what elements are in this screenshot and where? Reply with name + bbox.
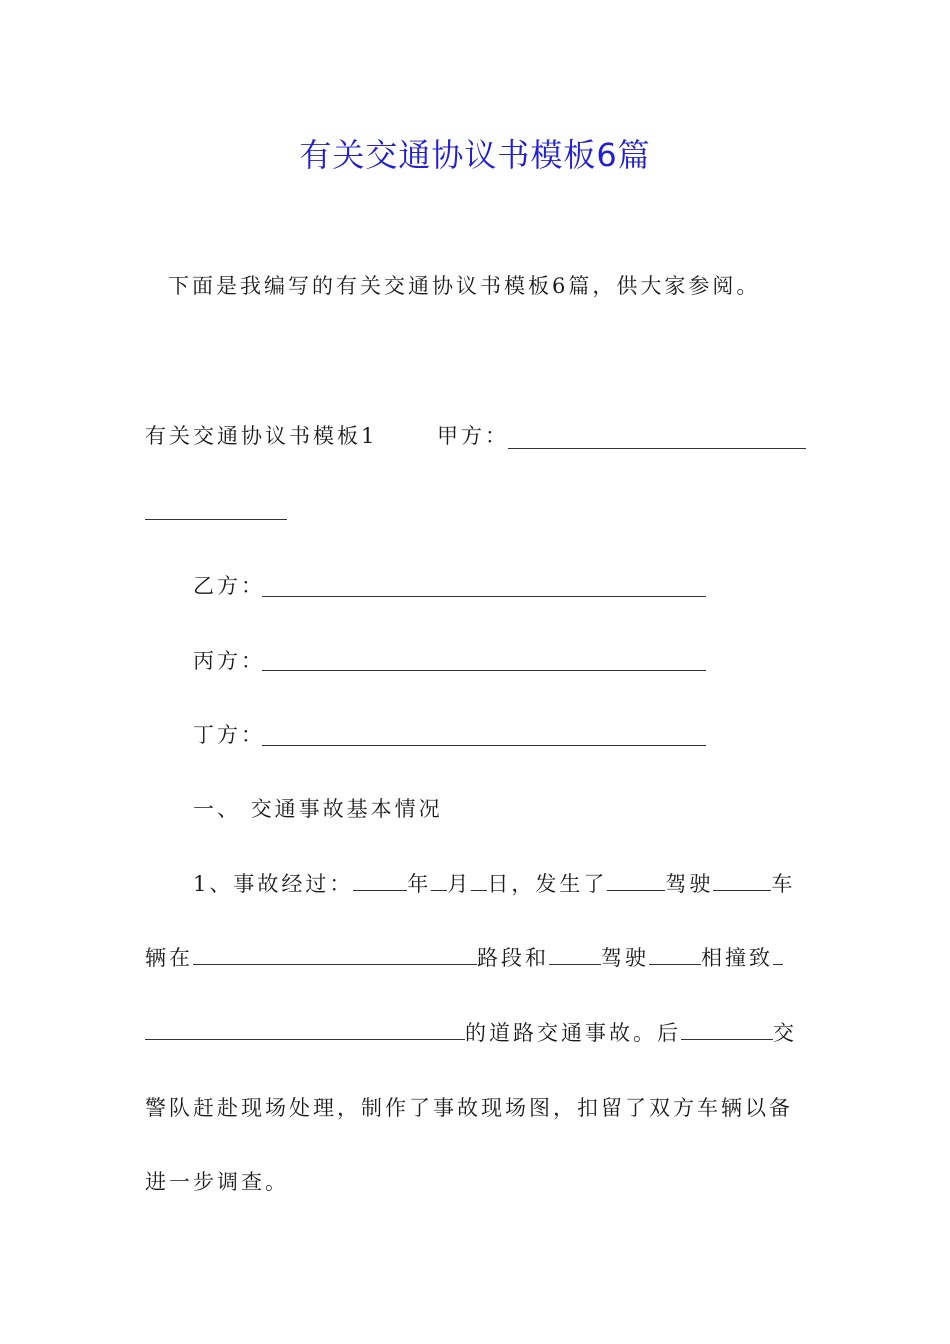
para1-text: 驾驶 [601, 946, 649, 970]
year-blank [353, 888, 407, 891]
para1-line4: 警队赶赴现场处理，制作了事故现场图，扣留了双方车辆以备 [145, 1096, 793, 1120]
party-b-blank [262, 594, 706, 597]
para1-text: 车 [771, 872, 796, 896]
para1-text: 路段和 [477, 946, 549, 970]
para1-line1 [193, 870, 795, 898]
para1-text: 相撞致 [701, 946, 773, 970]
party-d-label: 丁方： [193, 723, 265, 747]
day-blank [471, 888, 487, 891]
result-blank-start [773, 962, 783, 965]
para1-line3 [145, 1019, 797, 1047]
driver-a-blank [607, 888, 665, 891]
para1-text: 1、事故经过： [193, 872, 354, 896]
document-title: 有关交通协议书模板6篇 [299, 136, 651, 174]
party-c-label: 丙方： [193, 649, 265, 673]
vehicle-b-blank [649, 962, 701, 965]
party-d-blank [262, 743, 706, 746]
para1-text: 年 [407, 872, 432, 896]
party-a-blank-continued [145, 517, 287, 520]
party-a-label: 甲方： [437, 424, 509, 448]
para1-line5: 进一步调查。 [145, 1170, 289, 1194]
driver-b-blank [549, 962, 601, 965]
para1-line2 [145, 944, 783, 972]
section-heading-1: 有关交通协议书模板1 [145, 424, 378, 448]
para1-text: 日，发生了 [487, 872, 608, 896]
para1-text: 辆在 [145, 946, 193, 970]
para1-text: 驾驶 [665, 872, 714, 896]
part-1-heading: 一、 交通事故基本情况 [193, 797, 443, 821]
party-b-label: 乙方： [193, 574, 265, 598]
intro-paragraph: 下面是我编写的有关交通协议书模板6篇，供大家参阅。 [168, 274, 761, 298]
police-unit-blank [681, 1037, 773, 1040]
party-c-blank [262, 668, 706, 671]
para1-text: 月 [447, 872, 472, 896]
party-a-blank [508, 446, 806, 449]
vehicle-a-blank [713, 888, 771, 891]
road-section-blank [193, 962, 477, 965]
result-blank [145, 1037, 465, 1040]
para1-text: 交 [773, 1021, 797, 1045]
month-blank [431, 888, 447, 891]
para1-text: 的道路交通事故。后 [465, 1021, 681, 1045]
